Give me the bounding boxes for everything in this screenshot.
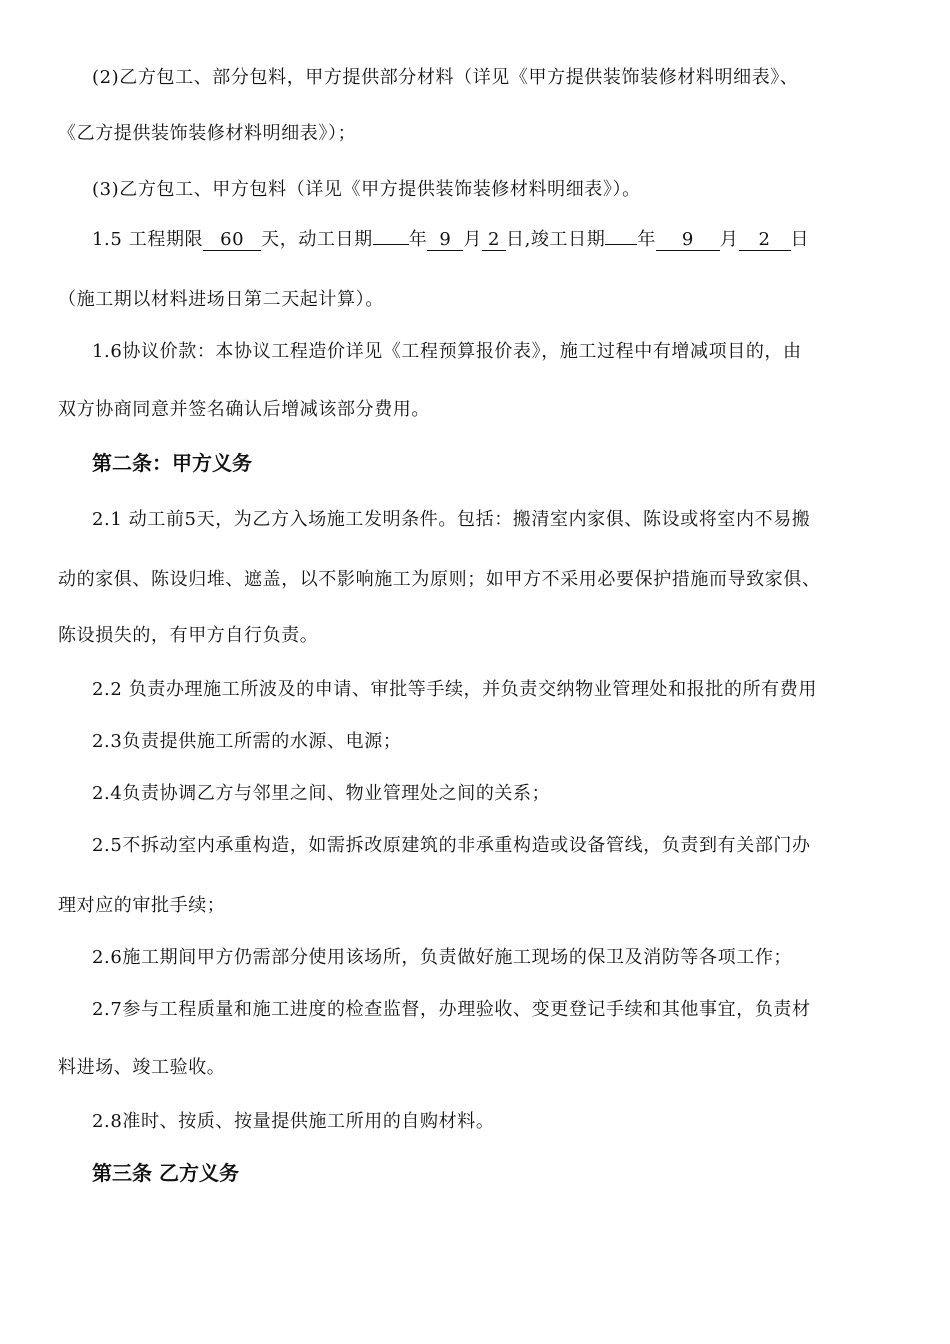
start-month-field: 9	[427, 230, 463, 251]
duration-days-field: 60	[203, 230, 261, 251]
clause-2-7-cont: 料进场、竣工验收。	[58, 1057, 226, 1078]
clause-2-5-cont: 理对应的审批手续；	[58, 895, 226, 916]
clause-1-4-item-2: (2)乙方包工、部分包料，甲方提供部分材料（详见《甲方提供装饰装修材料明细表》、	[92, 67, 799, 88]
clause-2-1-cont-1: 动的家俱、陈设归堆、遮盖，以不影响施工为原则；如甲方不采用必要保护措施而导致家俱、	[58, 569, 821, 590]
clause-2-5: 2.5不拆动室内承重构造，如需拆改原建筑的非承重构造或设备管线，负责到有关部门办	[92, 835, 811, 856]
clause-2-2: 2.2 负责办理施工所波及的申请、审批等手续，并负责交纳物业管理处和报批的所有费用	[92, 679, 817, 700]
clause-2-7: 2.7参与工程质量和施工进度的检查监督，办理验收、变更登记手续和其他事宜，负责材	[92, 999, 811, 1020]
start-year-field	[373, 244, 409, 245]
schedule-days-unit: 天，动工日期	[261, 229, 373, 250]
clause-1-4-item-2-cont: 《乙方提供装饰装修材料明细表》）；	[58, 123, 357, 144]
schedule-mid-label: 日,竣工日期	[505, 229, 606, 250]
clause-1-5-schedule	[92, 228, 932, 252]
clause-1-4-item-3: (3)乙方包工、甲方包料（详见《甲方提供装饰装修材料明细表》）。	[92, 179, 641, 200]
end-year-field	[605, 244, 637, 245]
end-month-label: 月	[719, 229, 739, 250]
clause-1-5-note: （施工期以材料进场日第二天起计算）。	[58, 289, 384, 310]
clause-2-1: 2.1 动工前5天，为乙方入场施工发明条件。包括：搬清室内家俱、陈设或将室内不易搬	[92, 509, 811, 530]
start-month-label: 月	[463, 229, 482, 250]
clause-2-4: 2.4负责协调乙方与邻里之间、物业管理处之间的关系；	[92, 783, 551, 804]
article-2-heading: 第二条：甲方义务	[92, 451, 252, 475]
end-day-field: 2	[739, 230, 791, 251]
article-3-heading: 第三条 乙方义务	[92, 1161, 239, 1185]
start-day-field: 2	[482, 230, 506, 251]
clause-1-6: 1.6协议价款：本协议工程造价详见《工程预算报价表》，施工过程中有增减项目的，由	[92, 341, 802, 362]
end-year-label: 年	[637, 229, 656, 250]
clause-2-3: 2.3负责提供施工所需的水源、电源；	[92, 731, 402, 752]
end-day-label: 日	[790, 229, 810, 250]
schedule-prefix: 1.5 工程期限	[92, 229, 204, 250]
clause-2-6: 2.6施工期间甲方仍需部分使用该场所，负责做好施工现场的保卫及消防等各项工作；	[92, 947, 793, 968]
clause-2-8: 2.8准时、按质、按量提供施工所用的自购材料。	[92, 1111, 495, 1132]
end-month-field: 9	[656, 230, 720, 251]
clause-1-6-cont: 双方协商同意并签名确认后增减该部分费用。	[58, 399, 430, 420]
clause-2-1-cont-2: 陈设损失的，有甲方自行负责。	[58, 625, 319, 646]
start-year-label: 年	[408, 229, 428, 250]
